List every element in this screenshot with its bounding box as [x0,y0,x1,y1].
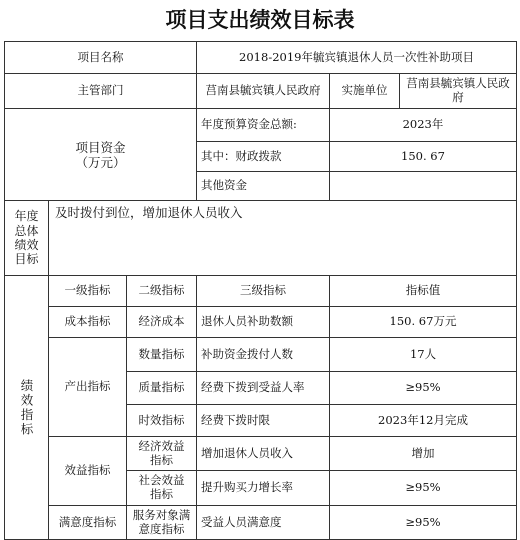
header-level2: 二级指标 [127,276,197,307]
social-benefit-l3: 提升购买力增长率 [197,471,330,506]
fund-label [5,109,197,201]
annual-goal-label [5,201,49,276]
annual-goal-value: 及时拨付到位，增加退休人员收入 [49,201,517,276]
social-benefit-l2-text: 社会效益指标 [138,473,185,501]
cost-value: 150. 67万元 [330,307,517,338]
cost-l3: 退休人员补助数额 [197,307,330,338]
impl-unit-label: 实施单位 [330,74,400,109]
quantity-l3: 补助资金拨付人数 [197,338,330,372]
indicator-section-label [5,276,49,540]
satisfaction-l2 [127,506,197,540]
quantity-l2: 数量指标 [127,338,197,372]
annual-budget-label: 年度预算资金总额: [197,109,330,142]
indicator-section-text: 绩效指标 [19,378,34,437]
social-benefit-l2 [127,471,197,506]
timeliness-l2: 时效指标 [127,405,197,437]
fund-label-text: 项目资金（万元） [75,139,126,170]
other-fund-label: 其他资金 [197,172,330,201]
economic-benefit-value: 增加 [330,437,517,471]
satisfaction-l3: 受益人员满意度 [197,506,330,540]
output-l1: 产出指标 [49,338,127,437]
quality-l3: 经费下拨到受益人率 [197,372,330,405]
quality-l2: 质量指标 [127,372,197,405]
social-benefit-value: ≥95% [330,471,517,506]
fiscal-label: 其中：财政拨款 [197,142,330,172]
cost-l2: 经济成本 [127,307,197,338]
economic-benefit-l2-text: 经济效益指标 [138,438,185,467]
performance-target-table [4,41,517,540]
benefit-l1: 效益指标 [49,437,127,506]
other-fund-value [330,172,517,201]
quantity-value: 17人 [330,338,517,372]
impl-unit-value: 莒南县毓宾镇人民政府 [400,74,517,109]
economic-benefit-l3: 增加退休人员收入 [197,437,330,471]
satisfaction-l1: 满意度指标 [49,506,127,540]
timeliness-l3: 经费下拨时限 [197,405,330,437]
page-title: 项目支出绩效目标表 [165,8,355,32]
project-name-value: 2018-2019年毓宾镇退休人员一次性补助项目 [197,42,517,74]
fiscal-value: 150. 67 [330,142,517,172]
timeliness-value: 2023年12月完成 [330,405,517,437]
header-level3: 三级指标 [197,276,330,307]
quality-value: ≥95% [330,372,517,405]
dept-label: 主管部门 [5,74,197,109]
header-level1: 一级指标 [49,276,127,307]
header-value: 指标值 [330,276,517,307]
cost-l1: 成本指标 [49,307,127,338]
annual-goal-label-text: 年度总体绩效目标 [14,209,39,267]
economic-benefit-l2 [127,437,197,471]
project-name-label: 项目名称 [5,42,197,74]
annual-budget-value: 2023年 [330,109,517,142]
satisfaction-l2-text: 服务对象满意度指标 [132,508,191,536]
dept-value: 莒南县毓宾镇人民政府 [197,74,330,109]
satisfaction-value: ≥95% [330,506,517,540]
